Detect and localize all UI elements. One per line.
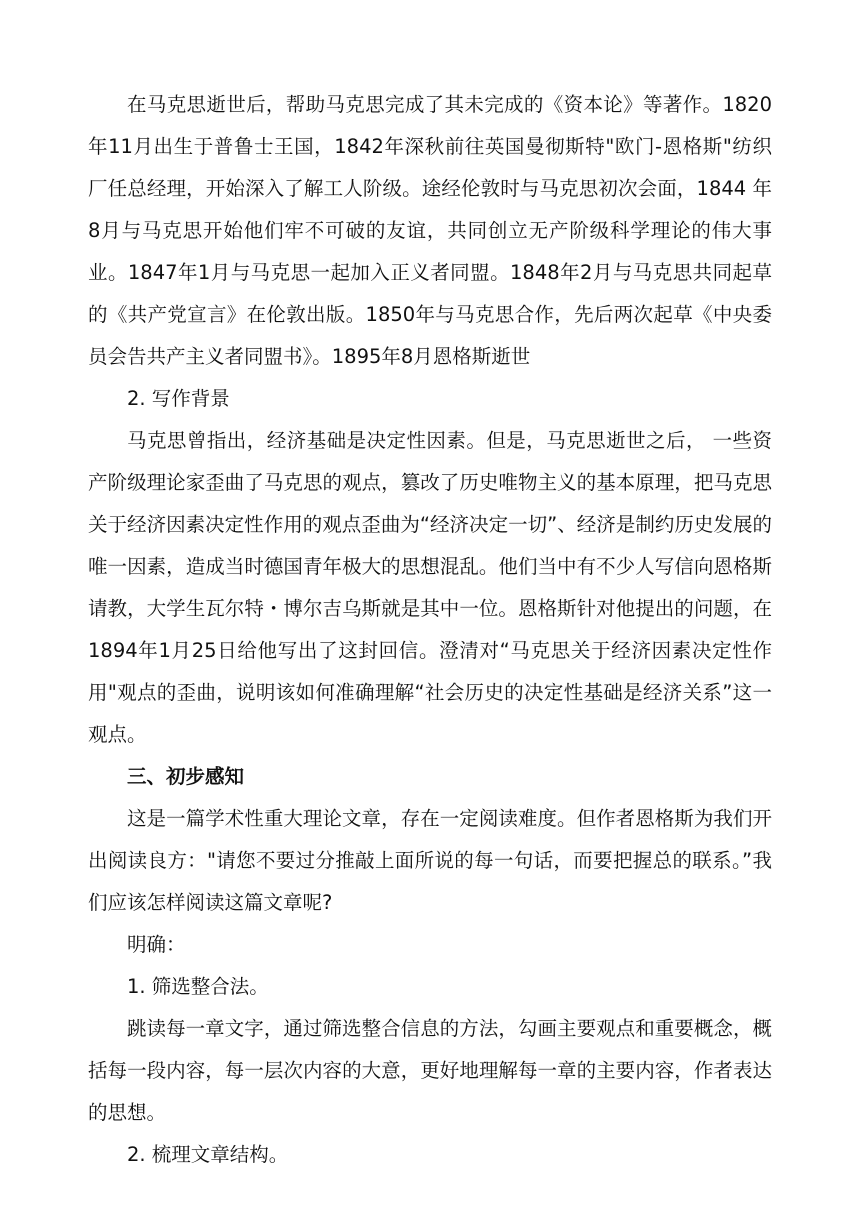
paragraph-reading-method-intro: 这是一篇学术性重大理论文章，存在一定阅读难度。但作者恩格斯为我们开出阅读良方："请您不要过分推敲上面所说的每一句话，而要把握总的联系。”我们应该怎样阅读这篇文章呢? xyxy=(88,807,772,914)
paragraph-writing-background: 马克思曾指出，经济基础是决定性因素。但是，马克思逝世之后， 一些资产阶级理论家歪曲了马克思的观点，篡改了历史唯物主义的基本原理，把马克思关于经济因素决定性作用的观点歪曲为“经济决定一切”、经济是制约历史发展的唯一因素，造成当时德国青年极大的思想混乱。他们当中有不少人写信向恩格斯请教，大学生瓦尔特・博尔吉乌斯就是其中一位。恩格斯针对他提出的问题，在1894年1月25日给他写出了这封回信。澄清对“马克思关于经济因素决定性作用"观点的歪曲，说明该如何准确理解“社会历史的决定性基础是经济关系”这一观点。 xyxy=(88,429,772,746)
document-page xyxy=(88,84,772,1176)
paragraph-method-2-title: 2. 梳理文章结构。 xyxy=(127,1143,289,1166)
paragraph-engels-biography: 在马克思逝世后，帮助马克思完成了其未完成的《资本论》等著作。1820年11月出生于普鲁士王国，1842年深秋前往英国曼彻斯特"欧门-恩格斯"纺织厂任总经理，开始深入了解工人阶级。途经伦敦时与马克思初次会面，1844 年8月与马克思开始他们牢不可破的友谊，共同创立无产阶级科学理论的伟大事业。1847年1月与马克思一起加入正义者同盟。1848年2月与马克思共同起草的《共产党宣言》在伦敦出版。1850年与马克思合作，先后两次起草《中央委员会告共产主义者同盟书》。1895年8月恩格斯逝世 xyxy=(88,93,772,368)
paragraph-clarify-label: 明确： xyxy=(127,933,186,956)
paragraph-method-1-title: 1. 筛选整合法。 xyxy=(127,975,269,998)
paragraph-method-1-body: 跳读每一章文字，通过筛选整合信息的方法，勾画主要观点和重要概念，概括每一段内容，每一层次内容的大意，更好地理解每一章的主要内容，作者表达的思想。 xyxy=(88,1017,772,1124)
section-heading-initial-perception: 三、初步感知 xyxy=(127,765,245,788)
paragraph-section-label-background: 2. 写作背景 xyxy=(127,387,230,410)
